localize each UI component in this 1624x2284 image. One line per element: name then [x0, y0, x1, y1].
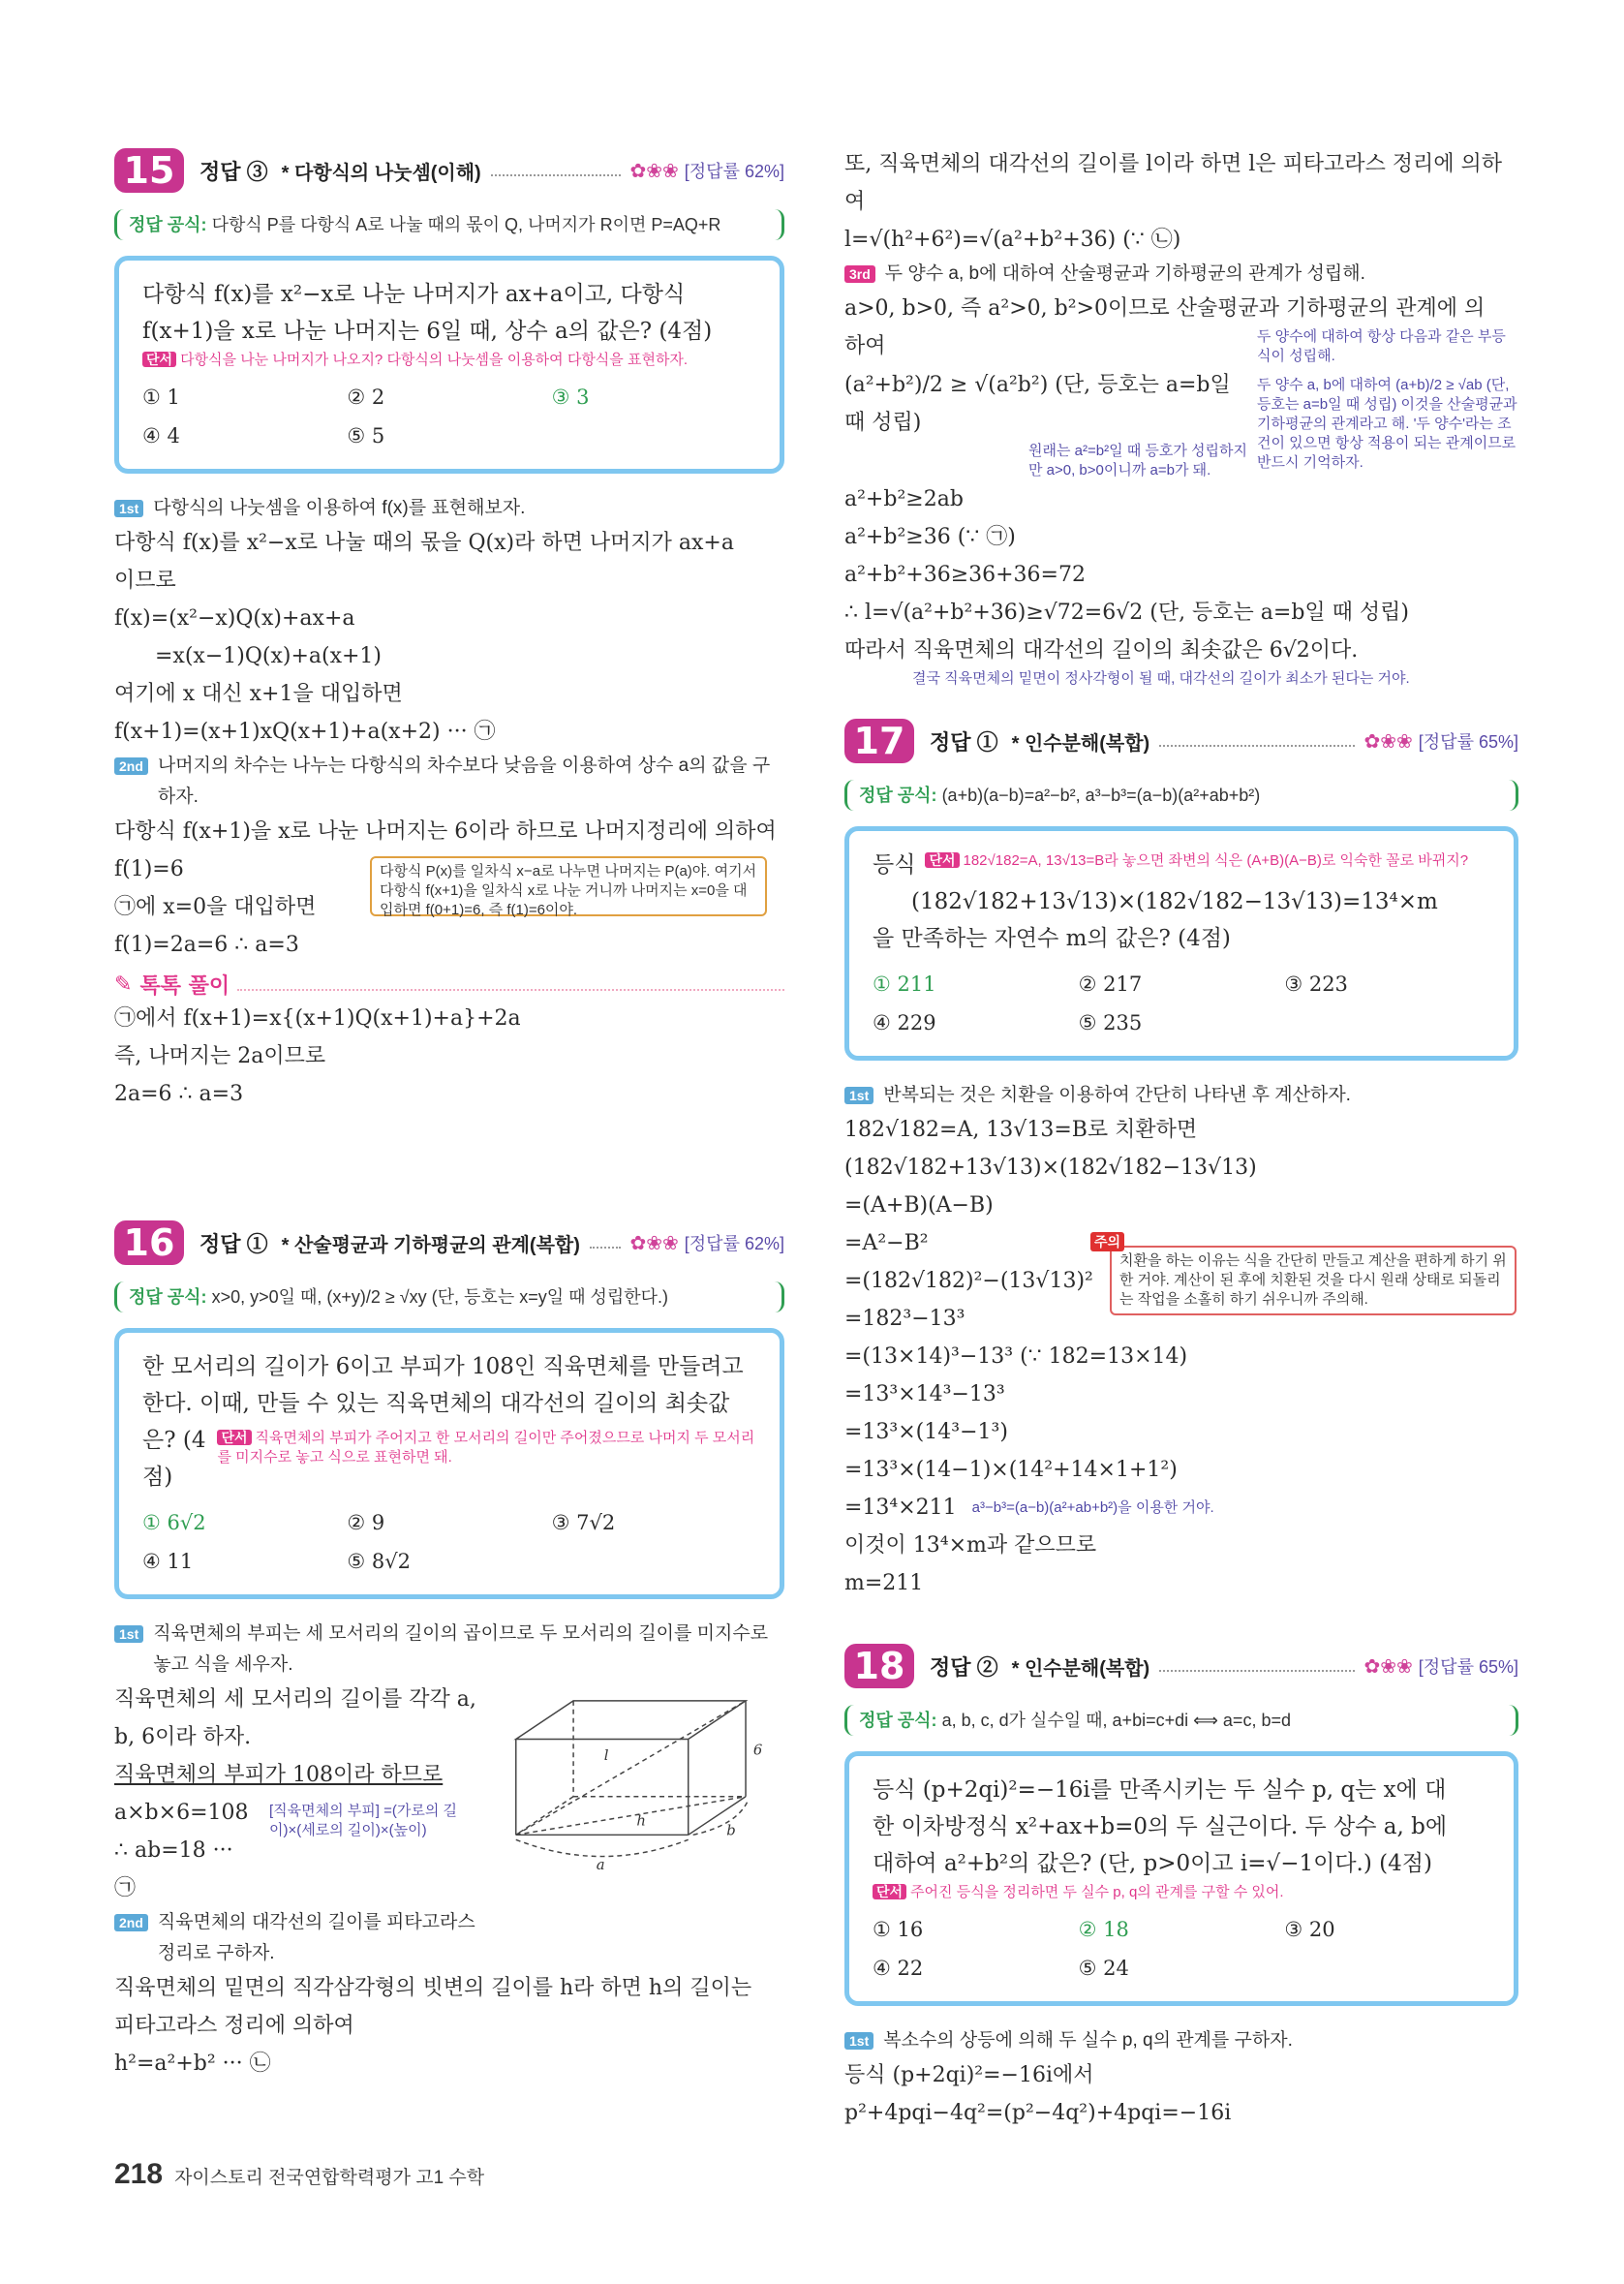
p18-step1	[844, 2025, 1518, 2056]
p17-line6: =182³−13³	[844, 1307, 965, 1331]
p15-header	[114, 145, 784, 196]
p16-hint-tag: 단서	[217, 1430, 251, 1445]
p16-amgm-block	[844, 366, 1518, 594]
p16-r5: (a²+b²)/2 ≥ √(a²b²) (단, 등호는 a=b일 때 성립)	[844, 373, 1231, 435]
p18-number: 18	[844, 1644, 914, 1688]
p15-tail-lines	[114, 850, 356, 964]
p15-step2-text: 나머지의 차수는 나누는 다항식의 차수보다 낮음을 이용하여 상수 a의 값을 구하자.	[157, 756, 771, 807]
p15-rate: [정답률 62%]	[684, 162, 784, 181]
p18-question-line2: 한 이차방정식 x²+ax+b=0의 두 실근이다. 두 상수 a, b에	[873, 1814, 1448, 1839]
p15-hint-text: 다항식을 나눈 나머지가 나오지? 다항식의 나눗셈을 이용하여 다항식을 표현하자.	[180, 352, 689, 368]
p16-volume-note: [직육면체의 부피] =(가로의 길이)×(세로의 길이)×(높이)	[269, 1803, 457, 1838]
p16-question-line3: 은? (4점)	[142, 1428, 206, 1490]
p15-toktok-line2: 즉, 나머지는 2a이므로	[114, 1044, 326, 1068]
p15-formula	[114, 209, 784, 240]
p15-step2	[114, 751, 784, 813]
p18-choice-2[interactable]: ② 18	[1078, 1918, 1129, 1941]
p16-formula-label: 정답 공식:	[129, 1287, 207, 1307]
p18-question-box	[844, 1751, 1518, 2006]
p18-choice-3[interactable]: ③ 20	[1284, 1918, 1335, 1941]
p17-choice-1[interactable]: ① 211	[873, 972, 936, 996]
cuboid-edge	[689, 1797, 746, 1839]
p17-question-line1: (182√182+13√13)×(182√182−13√13)=13⁴×m	[911, 889, 1438, 914]
p16-r6: a²+b²≥2ab	[844, 487, 964, 511]
p18-line2: p²+4pqi−4q²=(p²−4q²)+4pqi=−16i	[844, 2101, 1232, 2125]
p16-step2	[114, 1907, 497, 1969]
p17-warn: 치환을 하는 이유는 식을 간단히 만들고 계산을 편하게 하기 위한 거야. 계산이 된 후에 치환된 것을 다시 원래 상태로 되돌리는 작업을 소홀히 하기 쉬우니까 주의해.	[1110, 1246, 1517, 1315]
p16-r4: 하여	[844, 334, 886, 358]
p15-formula-text: 다항식 P를 다항식 A로 나눌 때의 몫이 Q, 나머지가 R이면 P=AQ+R	[211, 215, 721, 234]
p16-choice-2[interactable]: ② 9	[347, 1511, 385, 1534]
p18-formula-label: 정답 공식:	[859, 1711, 937, 1730]
p17-line1: 182√182=A, 13√13=B로 치환하면	[844, 1118, 1198, 1142]
page-footer	[114, 2158, 484, 2191]
p17-line8: =13³×14³−13³	[844, 1382, 1005, 1406]
p15-toktok-line	[237, 979, 784, 991]
fig-label-a: a	[597, 1856, 606, 1873]
p17-hint-text: 182√182=A, 13√13=B라 놓으면 좌변의 식은 (A+B)(A−B)로 익숙한 꼴로 바뀌지?	[963, 852, 1469, 869]
p17-question-line2: 을 만족하는 자연수 m의 값은? (4점)	[873, 926, 1231, 951]
p16-r2: l=√(h²+6²)=√(a²+b²+36) (∵ ㉡)	[844, 228, 1181, 252]
p18-hint	[873, 1882, 1490, 1902]
p18-choice-5[interactable]: ⑤ 24	[1078, 1957, 1129, 1980]
p15-step1-tag: 1st	[114, 500, 143, 517]
p17-line12: 이것이 13⁴×m과 같으므로	[844, 1533, 1097, 1558]
p16-r4-row	[844, 327, 1518, 366]
p17-warn-block	[844, 1224, 1518, 1338]
p15-answer: 정답 ③	[199, 159, 268, 184]
p16-body-lines	[114, 1681, 497, 1969]
p15-question-box	[114, 256, 784, 474]
p15-line7: 다항식 f(x+1)을 x로 나눈 나머지는 6이라 하므로 나머지정리에 의하여	[114, 819, 777, 844]
p16-line6: 직육면체의 밑면의 직각삼각형의 빗변의 길이를 h라 하면 h의 길이는	[114, 1976, 752, 2000]
p15-line10: f(1)=2a=6 ∴ a=3	[114, 933, 299, 957]
p17-choice-3[interactable]: ③ 223	[1284, 972, 1348, 996]
p17-difficulty-icon: ✿❀❀	[1364, 729, 1413, 753]
p16-line4: a×b×6=108	[114, 1801, 249, 1825]
p16-question-box	[114, 1328, 784, 1599]
cuboid-brace-b	[693, 1802, 748, 1839]
p17-rate: [정답률 65%]	[1418, 732, 1518, 752]
p18-difficulty-icon: ✿❀❀	[1364, 1654, 1413, 1678]
p17-hint-tag: 단서	[925, 852, 959, 868]
page-number: 218	[114, 2158, 164, 2190]
p17-line7: =(13×14)³−13³ (∵ 182=13×14)	[844, 1344, 1188, 1369]
p16-hint-text: 직육면체의 부피가 주어지고 한 모서리의 길이만 주어졌으므로 나머지 두 모서리를 미지수로 놓고 식으로 표현하면 돼.	[217, 1430, 755, 1466]
p15-line8: f(1)=6	[114, 857, 184, 881]
p17-choice-5[interactable]: ⑤ 235	[1078, 1011, 1143, 1034]
fig-label-h: h	[636, 1812, 647, 1830]
p15-choice-1[interactable]: ① 1	[142, 386, 180, 409]
p18-formula	[844, 1705, 1518, 1736]
p17-line11: =13⁴×211	[844, 1496, 957, 1520]
p16-line2: b, 6이라 하자.	[114, 1725, 252, 1749]
p18-hint-text: 주어진 등식을 정리하면 두 실수 p, q의 관계를 구할 수 있어.	[910, 1884, 1284, 1900]
p15-step1	[114, 493, 784, 524]
p16-line1: 직육면체의 세 모서리의 길이를 각각 a,	[114, 1687, 476, 1712]
fig-label-b: b	[726, 1822, 737, 1839]
fig-label-6: 6	[753, 1742, 763, 1759]
cuboid-top	[516, 1701, 746, 1740]
p16-line7: 피타고라스 정리에 의하여	[114, 2014, 354, 2038]
p16-choice-4[interactable]: ④ 11	[142, 1550, 194, 1573]
left-column	[114, 145, 784, 2083]
p16-line8: h²=a²+b² ··· ㉡	[114, 2052, 271, 2076]
p18-choice-1[interactable]: ① 16	[873, 1918, 924, 1941]
p16-dots	[590, 1237, 621, 1249]
p17-formula-label: 정답 공식:	[859, 786, 937, 805]
p15-topic: * 다항식의 나눗셈(이해)	[281, 162, 481, 184]
p16-r9: ∴ l=√(a²+b²+36)≥√72=6√2 (단, 등호는 a=b일 때 성립)	[844, 601, 1410, 625]
p18-question-line1: 등식 (p+2qi)²=−16i를 만족시키는 두 실수 p, q는 x에 대	[873, 1777, 1447, 1803]
p16-amgm-lines	[844, 366, 1251, 594]
p17-warn-wrap	[1094, 1235, 1517, 1338]
p16-line5: ∴ ab=18 ··· ㉠	[114, 1838, 233, 1900]
p16-step3-tag: 3rd	[844, 265, 875, 283]
p16-question-line2: 한다. 이때, 만들 수 있는 직육면체의 대각선의 길이의 최솟값	[142, 1391, 730, 1416]
p17-number: 17	[844, 719, 914, 763]
p17-step1-tag: 1st	[844, 1087, 873, 1104]
cuboid-space-diagonal	[516, 1701, 746, 1835]
p17-choice-4[interactable]: ④ 229	[873, 1011, 936, 1034]
p18-dots	[1159, 1660, 1354, 1672]
p17-question-box	[844, 826, 1518, 1061]
p17-line9: =13³×(14³−1³)	[844, 1420, 1008, 1444]
fig-label-l: l	[604, 1747, 609, 1765]
p17-header	[844, 716, 1518, 766]
p16-number: 16	[114, 1220, 184, 1265]
p15-line2: 이므로	[114, 569, 176, 593]
p17-dots	[1159, 735, 1354, 747]
p16-topic: * 산술평균과 기하평균의 관계(복합)	[281, 1234, 580, 1256]
p16-step2-tag: 2nd	[114, 1914, 148, 1931]
p17-step1-text: 반복되는 것은 치환을 이용하여 간단히 나타낸 후 계산하자.	[883, 1085, 1351, 1105]
p17-answer: 정답 ①	[930, 729, 998, 755]
p15-choice-4[interactable]: ④ 4	[142, 424, 180, 448]
p16-line3: 직육면체의 부피가 108이라 하므로	[114, 1763, 444, 1787]
p17-line4: =A²−B²	[844, 1231, 929, 1255]
p15-line9: ㉠에 x=0을 대입하면	[114, 895, 317, 919]
p16-formula-text: x>0, y>0일 때, (x+y)/2 ≥ √xy (단, 등호는 x=y일 때 성립한다.)	[211, 1287, 669, 1307]
cuboid-brace-a	[516, 1839, 689, 1856]
p16-r3: a>0, b>0, 즉 a²>0, b²>0이므로 산술평균과 기하평균의 관계에 의	[844, 296, 1486, 321]
p16-step1-text: 직육면체의 부피는 세 모서리의 길이의 곱이므로 두 모서리의 길이를 미지수로 놓고 식을 세우자.	[153, 1623, 769, 1675]
p15-choices	[142, 378, 756, 455]
p15-question-line1: 다항식 f(x)를 x²−x로 나눈 나머지가 ax+a이고, 다항식	[142, 282, 686, 307]
p17-formula	[844, 780, 1518, 811]
p18-header	[844, 1641, 1518, 1691]
p15-choice-3[interactable]: ③ 3	[551, 386, 590, 409]
p15-toktok-line1: ㉠에서 f(x+1)=x{(x+1)Q(x+1)+a}+2a	[114, 1006, 521, 1031]
p15-difficulty-icon: ✿❀❀	[629, 159, 679, 182]
p15-choice-2[interactable]: ② 2	[347, 386, 385, 409]
p15-toktok	[114, 970, 784, 1000]
p16-rate: [정답률 62%]	[684, 1234, 784, 1253]
p17-step1	[844, 1080, 1518, 1111]
p18-choices	[873, 1910, 1490, 1988]
p16-hint	[217, 1428, 756, 1467]
p15-line1: 다항식 f(x)를 x²−x로 나눌 때의 몫을 Q(x)라 하면 나머지가 ax+a	[114, 531, 734, 555]
p17-line11-row	[844, 1489, 1518, 1527]
p15-dots	[491, 165, 621, 176]
p16-choices	[142, 1503, 756, 1581]
p16-r7: a²+b²≥36 (∵ ㉠)	[844, 525, 1016, 549]
p17-note1: a³−b³=(a−b)(a²+ab+b²)을 이용한 거야.	[971, 1498, 1214, 1516]
p16-step2-text: 직육면체의 대각선의 길이를 피타고라스 정리로 구하자.	[157, 1912, 475, 1963]
p18-hint-tag: 단서	[873, 1884, 906, 1899]
p15-choice-5[interactable]: ⑤ 5	[347, 424, 385, 448]
right-column	[844, 145, 1518, 2132]
p17-topic: * 인수분해(복합)	[1011, 732, 1150, 755]
p15-question-line2: f(x+1)을 x로 나눈 나머지는 6일 때, 상수 a의 값은? (4점)	[142, 319, 713, 344]
p15-line3: f(x)=(x²−x)Q(x)+ax+a	[114, 606, 355, 631]
book-title: 자이스토리 전국연합학력평가 고1 수학	[174, 2168, 485, 2188]
p16-formula	[114, 1281, 784, 1312]
p17-line13: m=211	[844, 1571, 924, 1595]
p17-choice-2[interactable]: ② 217	[1078, 972, 1143, 996]
p16-step1-tag: 1st	[114, 1625, 143, 1643]
p16-question-line3-row	[142, 1422, 756, 1496]
p16-answer: 정답 ①	[199, 1231, 268, 1256]
p17-formula-text: (a+b)(a−b)=a²−b², a³−b³=(a−b)(a²+ab+b²)	[941, 786, 1261, 805]
p17-question-head	[873, 847, 1490, 883]
p16-question-line1: 한 모서리의 길이가 6이고 부피가 108인 직육면체를 만들려고	[142, 1354, 744, 1379]
p15-step1-text: 다항식의 나눗셈을 이용하여 f(x)를 표현해보자.	[153, 498, 526, 518]
p16-r1: 또, 직육면체의 대각선의 길이를 l이라 하면 l은 피타고라스 정리에 의하여	[844, 152, 1503, 214]
p16-choice-5[interactable]: ⑤ 8√2	[347, 1550, 411, 1573]
p15-hint-tag: 단서	[142, 352, 176, 367]
p17-line2: (182√182+13√13)×(182√182−13√13)	[844, 1156, 1257, 1180]
p18-topic: * 인수분해(복합)	[1011, 1657, 1150, 1680]
p18-question-line3: 대하여 a²+b²의 값은? (단, p>0이고 i=√−1이다.) (4점)	[873, 1851, 1432, 1876]
p16-step3	[844, 259, 1518, 290]
p18-answer: 정답 ②	[930, 1654, 998, 1680]
p15-tip: 다항식 P(x)를 일차식 x−a로 나누면 나머지는 P(a)야. 여기서 다항식 f(x+1)을 일차식 x로 나눈 거니까 나머지는 x=0을 대입하면 f(0+1)=6, 즉 f(1)=6이야.	[370, 856, 767, 916]
p15-toktok-line3: 2a=6 ∴ a=3	[114, 1082, 244, 1106]
p16-step3-text: 두 양수 a, b에 대하여 산술평균과 기하평균의 관계가 성립해.	[884, 263, 1365, 284]
lightbulb-icon: ✎	[114, 972, 133, 997]
p16-note2: 원래는 a²=b²일 때 등호가 성립하지만 a>0, b>0이니까 a=b가 돼.	[1028, 443, 1247, 478]
p15-formula-label: 정답 공식:	[129, 215, 207, 234]
p17-choices	[873, 965, 1490, 1042]
cuboid-figure	[497, 1681, 784, 1874]
p15-hint	[142, 350, 756, 370]
p16-line4-row	[114, 1794, 497, 1907]
p16-line4-5	[114, 1794, 260, 1907]
p16-note3: 두 양수 a, b에 대하여 (a+b)/2 ≥ √ab (단, 등호는 a=b일 때 성립) 이것을 산술평균과 기하평균의 관계라고 해. '두 양수'라는 조건이 있으면 항상 적용이 되는 관계이므로 반드시 기억하자.	[1257, 377, 1517, 471]
p18-step1-tag: 1st	[844, 2032, 873, 2050]
p17-hint	[925, 850, 1468, 871]
p17-question-prefix: 등식	[873, 852, 916, 878]
p15-line6: f(x+1)=(x+1)xQ(x+1)+a(x+2) ··· ㉠	[114, 720, 496, 744]
p15-tail	[114, 850, 784, 964]
p16-note4: 결국 직육면체의 밑면이 정사각형이 될 때, 대각선의 길이가 최소가 된다는 거야.	[912, 670, 1410, 687]
p18-formula-text: a, b, c, d가 실수일 때, a+bi=c+di ⟺ a=c, b=d	[941, 1711, 1291, 1730]
p15-toktok-label: 톡톡 풀이	[139, 974, 230, 999]
p16-r10: 따라서 직육면체의 대각선의 길이의 최솟값은 6√2이다.	[844, 638, 1359, 663]
p17-line5: =(182√182)²−(13√13)²	[844, 1269, 1093, 1293]
p16-r8: a²+b²+36≥36+36=72	[844, 563, 1086, 587]
p15-line5: 여기에 x 대신 x+1을 대입하면	[114, 682, 403, 706]
p15-step2-tag: 2nd	[114, 757, 148, 775]
p17-warn-tag: 주의	[1090, 1232, 1124, 1251]
p16-difficulty-icon: ✿❀❀	[629, 1231, 679, 1254]
p18-step1-text: 복소수의 상등에 의해 두 실수 p, q의 관계를 구하자.	[883, 2030, 1293, 2051]
p16-body-with-figure	[114, 1681, 784, 1969]
p16-note1: 두 양수에 대하여 항상 다음과 같은 부등식이 성립해.	[1257, 328, 1506, 364]
p18-choice-4[interactable]: ④ 22	[873, 1957, 924, 1980]
p16-choice-1[interactable]: ① 6√2	[142, 1511, 206, 1534]
p15-number: 15	[114, 148, 184, 193]
p15-line4: =x(x−1)Q(x)+a(x+1)	[155, 644, 383, 668]
p17-line3: =(A+B)(A−B)	[844, 1193, 994, 1218]
p18-line1: 등식 (p+2qi)²=−16i에서	[844, 2063, 1094, 2087]
p17-warn-lines	[844, 1224, 1096, 1338]
p16-header	[114, 1218, 784, 1268]
p16-choice-3[interactable]: ③ 7√2	[551, 1511, 616, 1534]
p17-line10: =13³×(14−1)×(14²+14×1+1²)	[844, 1458, 1178, 1482]
p18-rate: [정답률 65%]	[1418, 1657, 1518, 1677]
p16-step1	[114, 1619, 784, 1681]
